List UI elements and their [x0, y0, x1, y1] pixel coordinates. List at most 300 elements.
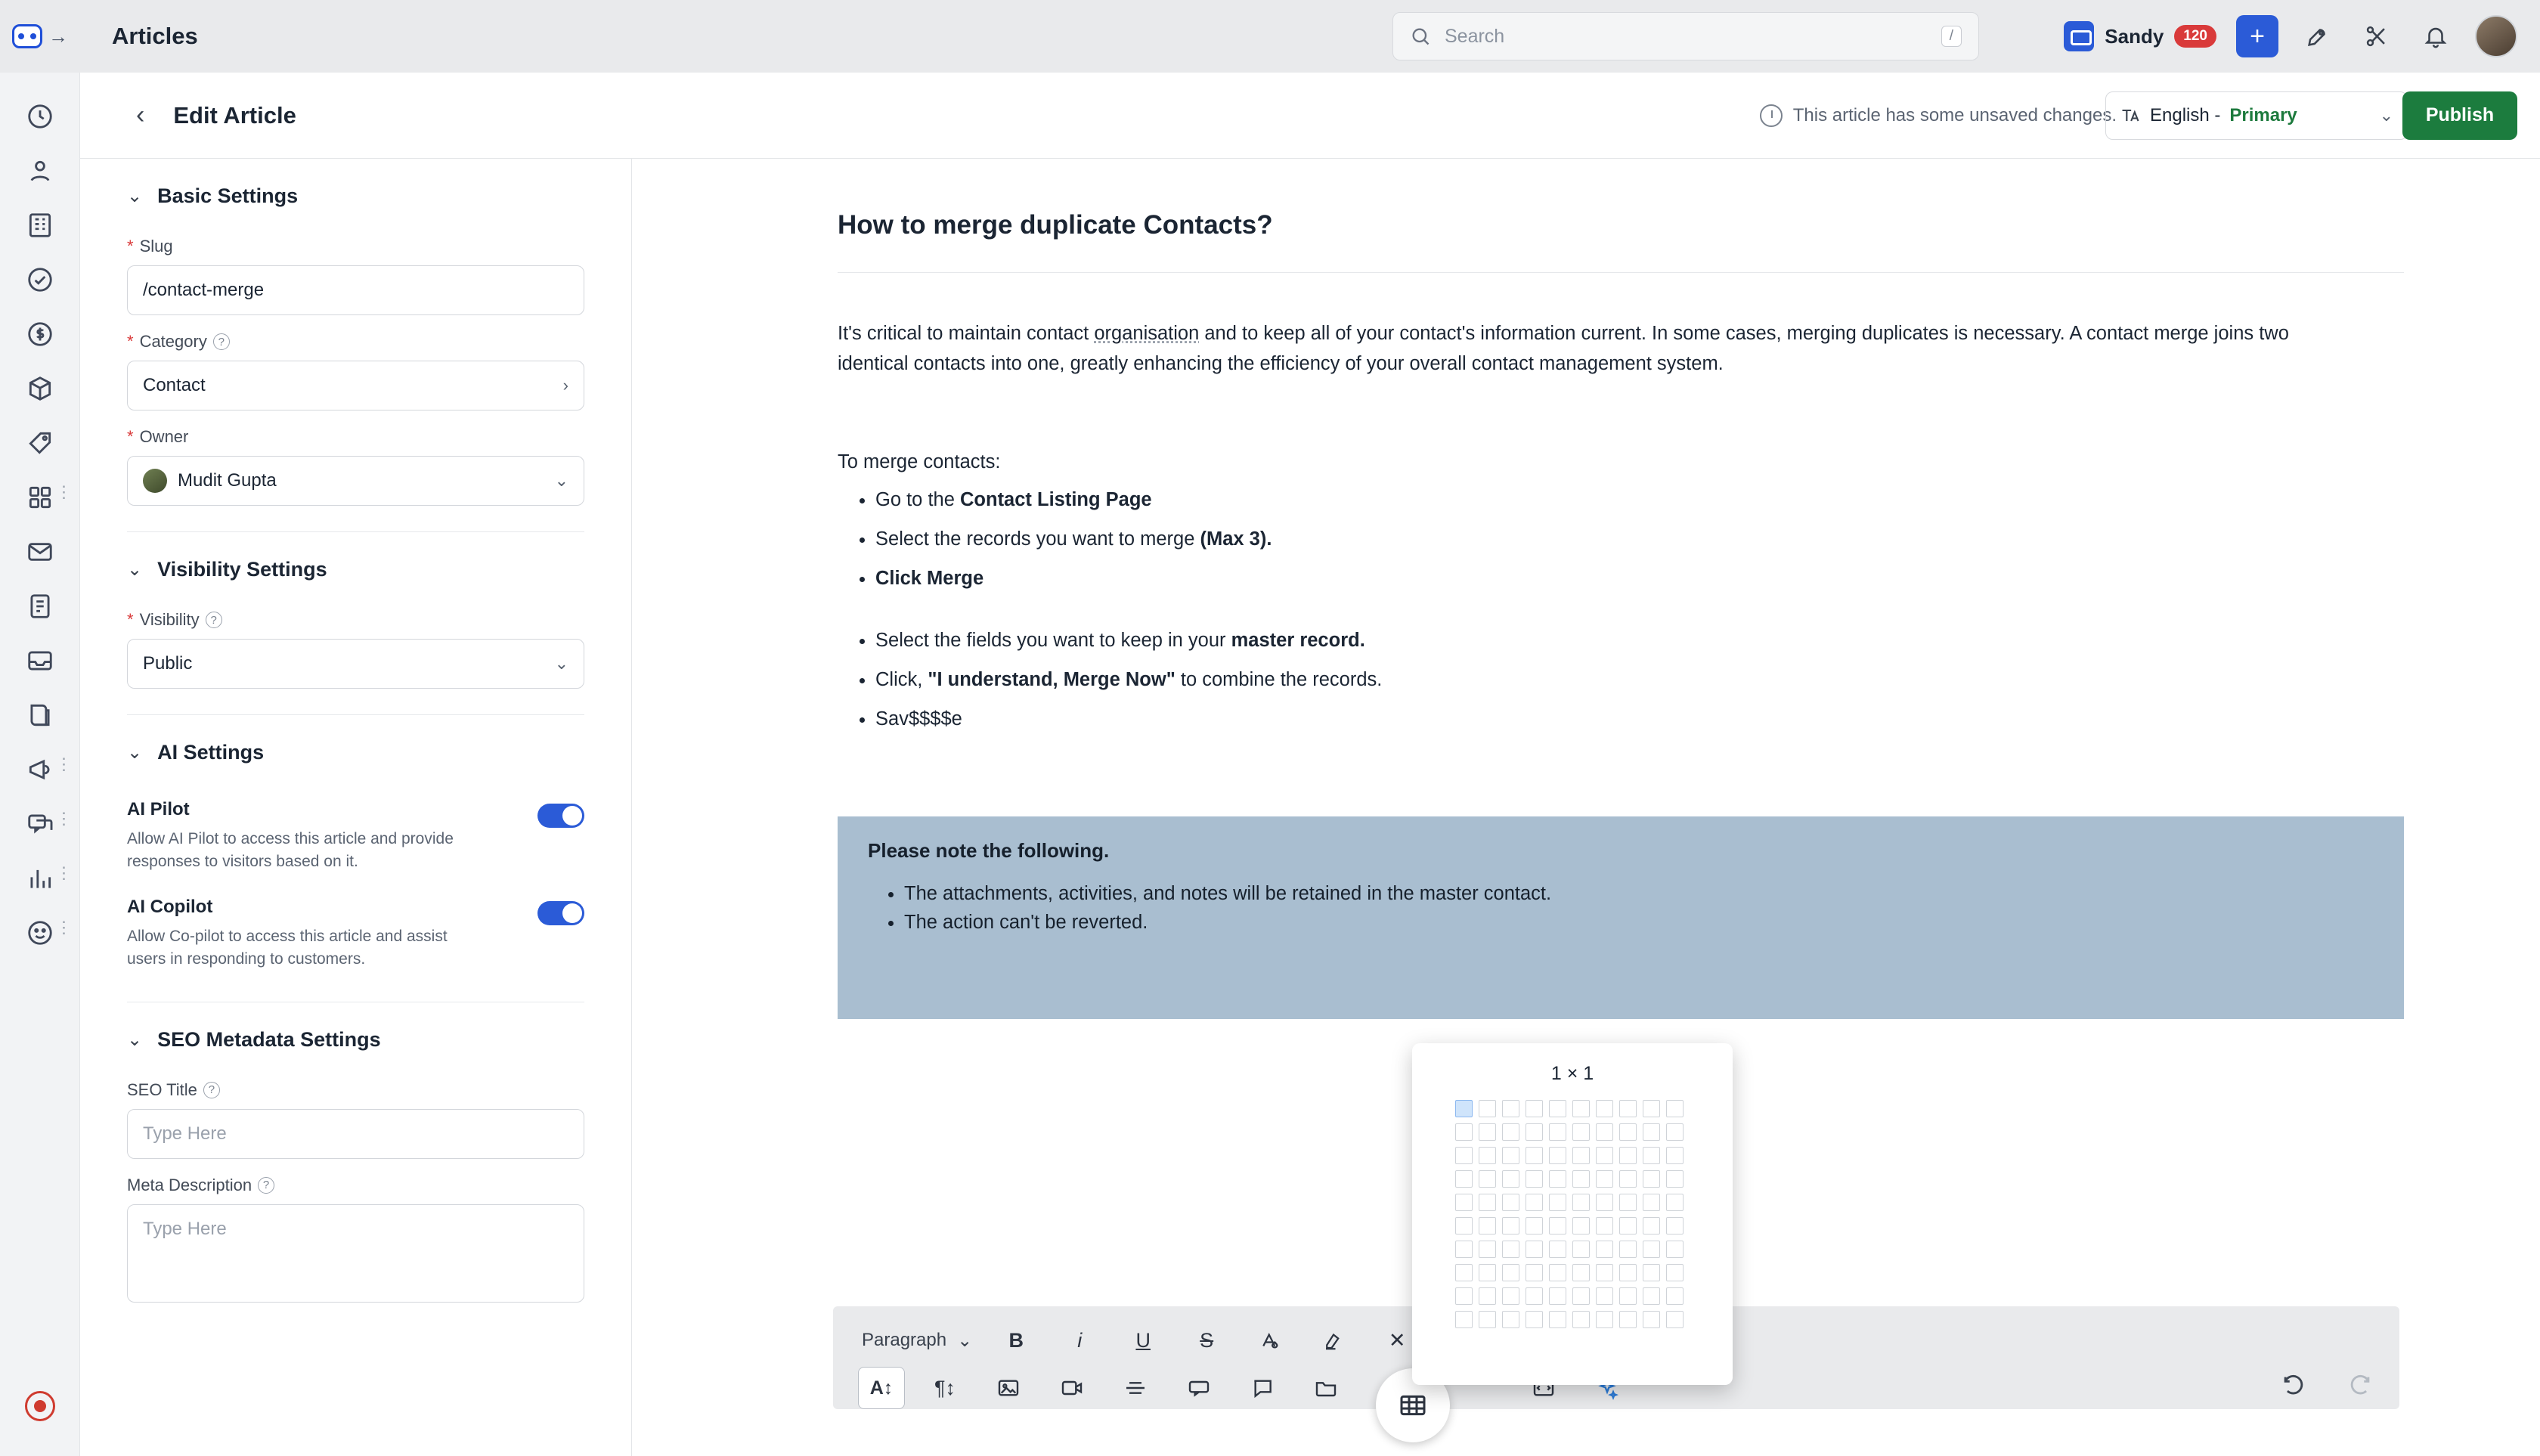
table-size-cell[interactable]	[1666, 1100, 1684, 1117]
rail-item-campaigns[interactable]	[0, 742, 80, 797]
basic-settings-title: Basic Settings	[157, 184, 299, 207]
comment-icon	[1250, 1376, 1275, 1400]
article-title[interactable]: How to merge duplicate Contacts?	[838, 210, 1273, 240]
table-size-cell[interactable]	[1619, 1264, 1637, 1281]
ai-copilot-description: Allow Co-pilot to access this article and assist users in responding to customers.	[127, 927, 448, 968]
chevron-right-icon[interactable]: ›	[562, 376, 568, 395]
insert-callout-button[interactable]	[1167, 1367, 1231, 1409]
callout-icon	[1187, 1376, 1211, 1400]
table-size-cell[interactable]	[1666, 1123, 1684, 1141]
tag-icon	[26, 429, 54, 457]
table-icon	[1398, 1390, 1428, 1420]
table-size-cell[interactable]	[1455, 1194, 1473, 1211]
rail-overflow-dots[interactable]: ⋮	[55, 482, 73, 501]
list-item: • The action can't be reverted.	[904, 908, 2374, 937]
ai-copilot-title: AI Copilot	[127, 896, 213, 917]
pilcrow-icon: ¶↕	[934, 1376, 956, 1399]
person-icon	[26, 156, 54, 185]
table-size-cell[interactable]	[1643, 1311, 1660, 1328]
visibility-label-text: Visibility	[139, 610, 200, 629]
record-help-icon	[25, 1391, 55, 1421]
table-size-cell[interactable]	[1572, 1311, 1590, 1328]
rocket-icon[interactable]	[2298, 17, 2337, 56]
grid-apps-icon	[26, 483, 54, 512]
table-size-cell[interactable]	[1502, 1100, 1519, 1117]
image-icon	[996, 1376, 1021, 1400]
rail-item-forms[interactable]	[0, 579, 80, 634]
owner-avatar	[143, 469, 167, 493]
table-size-cell[interactable]	[1549, 1194, 1566, 1211]
table-size-cell[interactable]	[1526, 1194, 1543, 1211]
collapse-sidebar-icon[interactable]: →	[48, 24, 68, 48]
table-size-cell[interactable]	[1572, 1194, 1590, 1211]
table-size-cell[interactable]	[1549, 1311, 1566, 1328]
list-item	[875, 665, 2274, 695]
redo-button[interactable]	[2348, 1373, 2374, 1399]
user-chip[interactable]	[2064, 21, 2216, 51]
table-size-cell[interactable]	[1572, 1147, 1590, 1164]
list-item	[875, 626, 2274, 656]
table-size-cell[interactable]	[1596, 1287, 1613, 1305]
mail-icon	[26, 537, 54, 566]
list-item	[875, 525, 2274, 555]
table-size-cell[interactable]	[1502, 1311, 1519, 1328]
user-name-label: Sandy	[2105, 24, 2164, 48]
slug-field	[80, 237, 631, 315]
form-icon	[26, 592, 54, 621]
list-bold: "I understand, Merge Now"	[928, 668, 1176, 690]
table-size-cell[interactable]	[1666, 1287, 1684, 1305]
chevron-down-icon[interactable]: ⌄	[127, 186, 143, 206]
owner-select[interactable]	[127, 456, 584, 506]
highlighter-icon	[1322, 1329, 1345, 1352]
text-color-button[interactable]	[1238, 1317, 1302, 1364]
table-size-cell[interactable]	[1619, 1241, 1637, 1258]
chevron-down-icon[interactable]: ⌄	[127, 1029, 143, 1050]
table-size-cell[interactable]	[1549, 1100, 1566, 1117]
visibility-settings-title: Visibility Settings	[157, 558, 327, 581]
ai-pilot-title: AI Pilot	[127, 799, 190, 819]
note-list	[868, 879, 2374, 937]
rail-item-help[interactable]	[0, 1379, 80, 1433]
list-text: Go to the	[875, 489, 960, 510]
slug-label-text: Slug	[139, 237, 173, 256]
redo-icon	[2348, 1373, 2374, 1399]
chevron-down-icon[interactable]: ⌄	[554, 654, 568, 673]
insert-video-button[interactable]	[1040, 1367, 1104, 1409]
rail-item-feedback[interactable]	[0, 906, 80, 960]
clear-format-button[interactable]: ✕	[1388, 1328, 1406, 1352]
rail-item-contacts[interactable]	[0, 144, 80, 198]
undo-icon	[2280, 1373, 2306, 1399]
table-size-cell[interactable]	[1549, 1170, 1566, 1188]
table-size-cell[interactable]	[1572, 1170, 1590, 1188]
chevron-down-icon[interactable]: ⌄	[957, 1330, 973, 1351]
app-logo[interactable]	[0, 0, 80, 73]
table-size-cell[interactable]	[1549, 1241, 1566, 1258]
page-title: Articles	[112, 23, 198, 49]
mail-box-icon	[2064, 21, 2094, 51]
table-size-cell[interactable]	[1643, 1264, 1660, 1281]
section-ai-settings[interactable]	[80, 715, 631, 776]
seo-title-placeholder: Type Here	[143, 1123, 227, 1144]
table-size-cell[interactable]	[1666, 1194, 1684, 1211]
strikethrough-button[interactable]: S	[1200, 1328, 1214, 1352]
chevron-down-icon[interactable]: ⌄	[554, 471, 568, 490]
article-list-2[interactable]	[838, 626, 2274, 743]
table-size-cell[interactable]	[1526, 1311, 1543, 1328]
smiley-icon	[26, 919, 54, 947]
rail-item-inbox[interactable]	[0, 634, 80, 688]
unsaved-changes-status	[1760, 104, 2117, 127]
table-size-cell[interactable]	[1596, 1100, 1613, 1117]
required-asterisk: *	[127, 237, 134, 256]
seo-title-field	[80, 1080, 631, 1159]
rail-item-deals[interactable]	[0, 307, 80, 361]
table-size-cell[interactable]	[1596, 1311, 1613, 1328]
seo-title-input[interactable]	[127, 1109, 584, 1159]
table-size-cell[interactable]	[1572, 1217, 1590, 1235]
insert-comment-button[interactable]	[1231, 1367, 1294, 1409]
rail-overflow-dots[interactable]: ⋮	[55, 809, 73, 828]
bar-chart-icon	[26, 864, 54, 893]
table-size-cell[interactable]	[1619, 1147, 1637, 1164]
table-size-cell[interactable]	[1479, 1264, 1496, 1281]
title-divider	[838, 272, 2404, 273]
table-size-cell[interactable]	[1479, 1123, 1496, 1141]
table-size-cell[interactable]	[1455, 1241, 1473, 1258]
table-size-cell[interactable]	[1549, 1287, 1566, 1305]
help-icon[interactable]: ?	[258, 1177, 274, 1194]
table-size-cell[interactable]	[1572, 1287, 1590, 1305]
table-size-cell[interactable]	[1596, 1217, 1613, 1235]
primary-language-badge: Primary	[2229, 104, 2297, 125]
megaphone-icon	[26, 755, 54, 784]
list-bold: Contact Listing Page	[960, 489, 1152, 510]
table-size-cell[interactable]	[1502, 1123, 1519, 1141]
table-size-cell[interactable]	[1502, 1194, 1519, 1211]
table-size-cell[interactable]	[1455, 1217, 1473, 1235]
rail-item-products[interactable]	[0, 361, 80, 416]
list-text-post: to combine the records.	[1175, 668, 1383, 690]
ai-copilot-toggle[interactable]	[537, 901, 584, 925]
language-label: English -	[2150, 104, 2221, 125]
list-item	[875, 705, 2274, 735]
table-size-cell[interactable]	[1619, 1287, 1637, 1305]
rail-item-email[interactable]	[0, 525, 80, 579]
section-seo-settings[interactable]	[80, 1002, 631, 1064]
rail-item-chat[interactable]	[0, 797, 80, 851]
table-size-cell[interactable]	[1596, 1170, 1613, 1188]
table-size-cell[interactable]	[1666, 1170, 1684, 1188]
article-settings-panel	[80, 159, 632, 1456]
table-size-cell[interactable]	[1619, 1194, 1637, 1211]
table-size-cell[interactable]	[1619, 1123, 1637, 1141]
list-text: Select the fields you want to keep in your	[875, 630, 1231, 651]
table-size-cell[interactable]	[1502, 1241, 1519, 1258]
table-size-cell[interactable]	[1666, 1147, 1684, 1164]
table-size-cell[interactable]	[1572, 1241, 1590, 1258]
table-size-cell[interactable]	[1479, 1287, 1496, 1305]
slug-value: /contact-merge	[143, 280, 265, 300]
meta-description-placeholder: Type Here	[143, 1218, 227, 1239]
table-size-cell[interactable]	[1502, 1147, 1519, 1164]
rail-overflow-dots[interactable]: ⋮	[55, 863, 73, 882]
table-size-cell[interactable]	[1455, 1100, 1473, 1117]
rail-overflow-dots[interactable]: ⋮	[55, 918, 73, 937]
chevron-down-icon[interactable]: ⌄	[127, 559, 143, 580]
table-size-cell[interactable]	[1666, 1241, 1684, 1258]
visibility-value: Public	[143, 653, 193, 674]
list-bold: (Max 3).	[1200, 528, 1272, 550]
scissors-icon[interactable]	[2357, 17, 2396, 56]
rail-item-tasks[interactable]	[0, 252, 80, 307]
required-asterisk: *	[127, 427, 134, 446]
table-size-cell[interactable]	[1619, 1217, 1637, 1235]
table-size-cell[interactable]	[1479, 1241, 1496, 1258]
notification-count-badge: 120	[2174, 25, 2216, 48]
paragraph-style-label: Paragraph	[862, 1330, 947, 1350]
table-size-cell[interactable]	[1596, 1123, 1613, 1141]
underline-button[interactable]: U	[1135, 1328, 1151, 1352]
rail-item-quotes[interactable]	[0, 416, 80, 470]
chat-icon	[26, 810, 54, 838]
table-size-cell[interactable]	[1666, 1217, 1684, 1235]
category-label	[127, 332, 584, 352]
table-size-label: 1 × 1	[1550, 1063, 1594, 1084]
language-selector[interactable]	[2105, 91, 2408, 140]
owner-label	[127, 427, 584, 447]
owner-field	[80, 427, 631, 506]
table-size-cell[interactable]	[1549, 1123, 1566, 1141]
paragraph-1-part-a: It's critical to maintain contact	[838, 323, 1095, 344]
search-shortcut-key: /	[1941, 26, 1962, 47]
table-size-cell[interactable]	[1526, 1241, 1543, 1258]
chevron-down-icon[interactable]: ⌄	[2379, 105, 2393, 125]
table-size-cell[interactable]	[1455, 1123, 1473, 1141]
slug-input[interactable]	[127, 265, 584, 315]
chevron-down-icon[interactable]: ⌄	[127, 742, 143, 763]
ai-copilot-row	[80, 897, 631, 971]
note-callout[interactable]	[838, 816, 2404, 1019]
table-size-cell[interactable]	[1643, 1194, 1660, 1211]
table-size-cell[interactable]	[1502, 1287, 1519, 1305]
required-asterisk: *	[127, 610, 134, 629]
table-size-cell[interactable]	[1596, 1264, 1613, 1281]
folder-icon	[1314, 1376, 1338, 1400]
table-size-popover[interactable]	[1412, 1043, 1733, 1385]
icon-rail	[0, 73, 80, 1456]
table-size-cell[interactable]	[1643, 1100, 1660, 1117]
table-size-grid[interactable]	[1455, 1100, 1690, 1334]
table-size-cell[interactable]	[1455, 1311, 1473, 1328]
insert-image-button[interactable]	[977, 1367, 1040, 1409]
rail-item-apps[interactable]	[0, 470, 80, 525]
help-icon[interactable]: ?	[203, 1082, 220, 1098]
table-size-cell[interactable]	[1526, 1123, 1543, 1141]
article-paragraph-1[interactable]	[838, 319, 2328, 379]
table-size-cell[interactable]	[1643, 1241, 1660, 1258]
table-size-cell[interactable]	[1479, 1194, 1496, 1211]
table-size-cell[interactable]	[1455, 1170, 1473, 1188]
table-size-cell[interactable]	[1619, 1100, 1637, 1117]
table-size-cell[interactable]	[1596, 1241, 1613, 1258]
table-size-cell[interactable]	[1479, 1170, 1496, 1188]
box-icon	[26, 374, 54, 403]
table-size-cell[interactable]	[1502, 1170, 1519, 1188]
search-icon	[1410, 26, 1431, 47]
bell-icon[interactable]	[2416, 17, 2455, 56]
table-size-cell[interactable]	[1643, 1123, 1660, 1141]
table-size-cell[interactable]	[1502, 1217, 1519, 1235]
rail-item-knowledge-base[interactable]	[0, 688, 80, 742]
table-size-cell[interactable]	[1549, 1217, 1566, 1235]
rail-item-reports[interactable]	[0, 851, 80, 906]
table-size-cell[interactable]	[1572, 1123, 1590, 1141]
table-size-cell[interactable]	[1455, 1264, 1473, 1281]
list-text: Sav$$$$e	[875, 708, 962, 730]
table-size-cell[interactable]	[1526, 1147, 1543, 1164]
top-bar	[0, 0, 2540, 73]
clock-icon	[26, 102, 54, 131]
paragraph-mark-button[interactable]	[913, 1367, 977, 1409]
font-size-icon: A↕	[858, 1367, 905, 1409]
table-size-cell[interactable]	[1526, 1264, 1543, 1281]
table-size-cell[interactable]	[1455, 1287, 1473, 1305]
list-item	[875, 564, 2274, 594]
slug-label	[127, 237, 584, 256]
back-button[interactable]: ‹	[136, 101, 145, 129]
search-input[interactable]	[1443, 25, 1912, 48]
toolbar-row-1	[850, 1317, 1429, 1364]
table-size-cell[interactable]	[1619, 1170, 1637, 1188]
inbox-icon	[26, 646, 54, 675]
table-size-cell[interactable]	[1526, 1217, 1543, 1235]
meta-description-field	[80, 1176, 631, 1303]
ai-pilot-row	[80, 799, 631, 874]
category-select[interactable]	[127, 361, 584, 410]
publish-button[interactable]: Publish	[2402, 91, 2517, 140]
sub-bar	[0, 73, 2540, 159]
help-icon[interactable]: ?	[213, 333, 230, 350]
table-size-cell[interactable]	[1549, 1264, 1566, 1281]
building-icon	[26, 211, 54, 240]
rail-item-accounts[interactable]	[0, 198, 80, 252]
italic-button[interactable]: i	[1077, 1328, 1083, 1352]
seo-title-label-text: SEO Title	[127, 1080, 197, 1099]
table-size-cell[interactable]	[1479, 1311, 1496, 1328]
help-icon[interactable]: ?	[206, 612, 222, 628]
rail-overflow-dots[interactable]: ⋮	[55, 754, 73, 773]
ai-settings-title: AI Settings	[157, 741, 265, 764]
table-size-cell[interactable]	[1479, 1147, 1496, 1164]
table-size-cell[interactable]	[1479, 1217, 1496, 1235]
owner-label-text: Owner	[139, 427, 189, 446]
table-size-cell[interactable]	[1572, 1100, 1590, 1117]
text-color-icon	[1259, 1329, 1281, 1352]
list-bold: Click Merge	[875, 567, 984, 589]
rail-item-activity[interactable]	[0, 89, 80, 144]
visibility-field	[80, 610, 631, 689]
table-size-cell[interactable]	[1502, 1264, 1519, 1281]
font-size-button[interactable]	[850, 1367, 913, 1409]
list-item: • The attachments, activities, and notes will be retained in the master contact.	[904, 879, 2374, 908]
meta-description-label	[127, 1176, 584, 1195]
table-size-cell[interactable]	[1596, 1147, 1613, 1164]
brand-logo-icon	[12, 24, 42, 48]
highlighter-button[interactable]	[1302, 1317, 1365, 1364]
meta-description-label-text: Meta Description	[127, 1175, 252, 1194]
paragraph-1-underlined: organisation	[1094, 323, 1200, 344]
list-text: Select the records you want to merge	[875, 528, 1200, 550]
visibility-select[interactable]	[127, 639, 584, 689]
table-size-cell[interactable]	[1526, 1170, 1543, 1188]
category-label-text: Category	[139, 332, 207, 351]
dollar-circle-icon	[26, 320, 54, 349]
table-size-cell[interactable]	[1455, 1147, 1473, 1164]
table-size-cell[interactable]	[1643, 1217, 1660, 1235]
table-size-cell[interactable]	[1643, 1170, 1660, 1188]
category-value: Contact	[143, 375, 206, 395]
table-size-cell[interactable]	[1526, 1287, 1543, 1305]
table-size-cell[interactable]	[1619, 1311, 1637, 1328]
table-size-cell[interactable]	[1479, 1100, 1496, 1117]
video-icon	[1060, 1376, 1084, 1400]
edit-article-title: Edit Article	[173, 101, 296, 129]
history-clock-icon	[1760, 104, 1783, 127]
category-field	[80, 332, 631, 410]
meta-description-input[interactable]	[127, 1204, 584, 1303]
article-list-1[interactable]	[838, 485, 2274, 603]
undo-button[interactable]	[2280, 1373, 2306, 1399]
book-icon	[26, 701, 54, 730]
required-asterisk: *	[127, 332, 134, 351]
seo-title-label	[127, 1080, 584, 1100]
top-right-actions	[2064, 0, 2517, 73]
undo-redo-group	[2280, 1373, 2374, 1399]
global-search[interactable]	[1392, 12, 1979, 60]
bold-button[interactable]: B	[1008, 1328, 1024, 1352]
list-text: Click,	[875, 668, 928, 690]
table-size-cell[interactable]	[1549, 1147, 1566, 1164]
insert-file-button[interactable]	[1294, 1367, 1358, 1409]
table-size-cell[interactable]	[1572, 1264, 1590, 1281]
add-new-button[interactable]: +	[2236, 15, 2278, 57]
section-visibility-settings[interactable]	[80, 532, 631, 593]
paragraph-1-part-b: and to keep all of your contact's information current. In some cases, merging duplicates is necessary. A contact merge joins two identical contacts into one, greatly enhancing the efficiency of your overall contact management system.	[838, 323, 2289, 374]
section-basic-settings[interactable]	[80, 159, 631, 220]
divider-icon	[1123, 1376, 1148, 1400]
paragraph-style-select[interactable]	[850, 1322, 984, 1359]
list-item	[875, 485, 2274, 516]
table-size-cell[interactable]	[1596, 1194, 1613, 1211]
table-size-cell[interactable]	[1643, 1287, 1660, 1305]
insert-divider-button[interactable]	[1104, 1367, 1167, 1409]
table-size-cell[interactable]	[1666, 1311, 1684, 1328]
table-size-cell[interactable]	[1666, 1264, 1684, 1281]
table-size-cell[interactable]	[1643, 1147, 1660, 1164]
ai-pilot-toggle[interactable]	[537, 804, 584, 828]
check-circle-icon	[26, 265, 54, 294]
visibility-label	[127, 610, 584, 630]
article-paragraph-2[interactable]: To merge contacts:	[838, 451, 1001, 472]
table-size-cell[interactable]	[1526, 1100, 1543, 1117]
translate-icon	[2120, 105, 2141, 126]
note-title: Please note the following.	[868, 839, 1110, 862]
avatar[interactable]	[2475, 15, 2517, 57]
list-bold: master record.	[1231, 630, 1365, 651]
owner-value: Mudit Gupta	[178, 470, 277, 491]
